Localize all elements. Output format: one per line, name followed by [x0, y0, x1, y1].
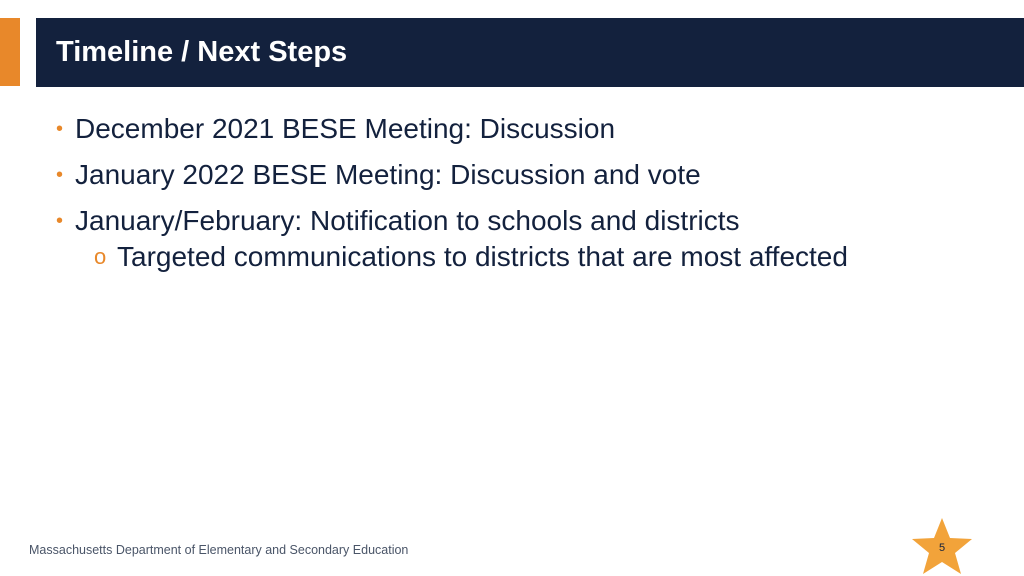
page-number: 5	[938, 542, 946, 554]
sub-bullet-text: Targeted communications to districts that are most affected	[117, 241, 848, 272]
bullet-dot-icon: •	[56, 210, 64, 232]
sub-bullet-item	[56, 238, 996, 276]
bullet-dot-icon: •	[56, 164, 64, 186]
bullet-item	[56, 152, 996, 198]
slide-title: Timeline / Next Steps	[56, 36, 348, 68]
title-bar	[36, 18, 1024, 87]
accent-bar	[0, 18, 20, 86]
bullet-list	[56, 106, 996, 276]
bullet-text: December 2021 BESE Meeting: Discussion	[75, 113, 616, 144]
bullet-circle-icon: o	[94, 244, 107, 269]
bullet-text: January/February: Notification to schools and districts	[75, 205, 740, 236]
bullet-item	[56, 106, 996, 152]
bullet-text: January 2022 BESE Meeting: Discussion and vote	[75, 159, 701, 190]
footer-org-name: Massachusetts Department of Elementary and Secondary Education	[29, 543, 409, 557]
bullet-dot-icon: •	[56, 118, 64, 140]
